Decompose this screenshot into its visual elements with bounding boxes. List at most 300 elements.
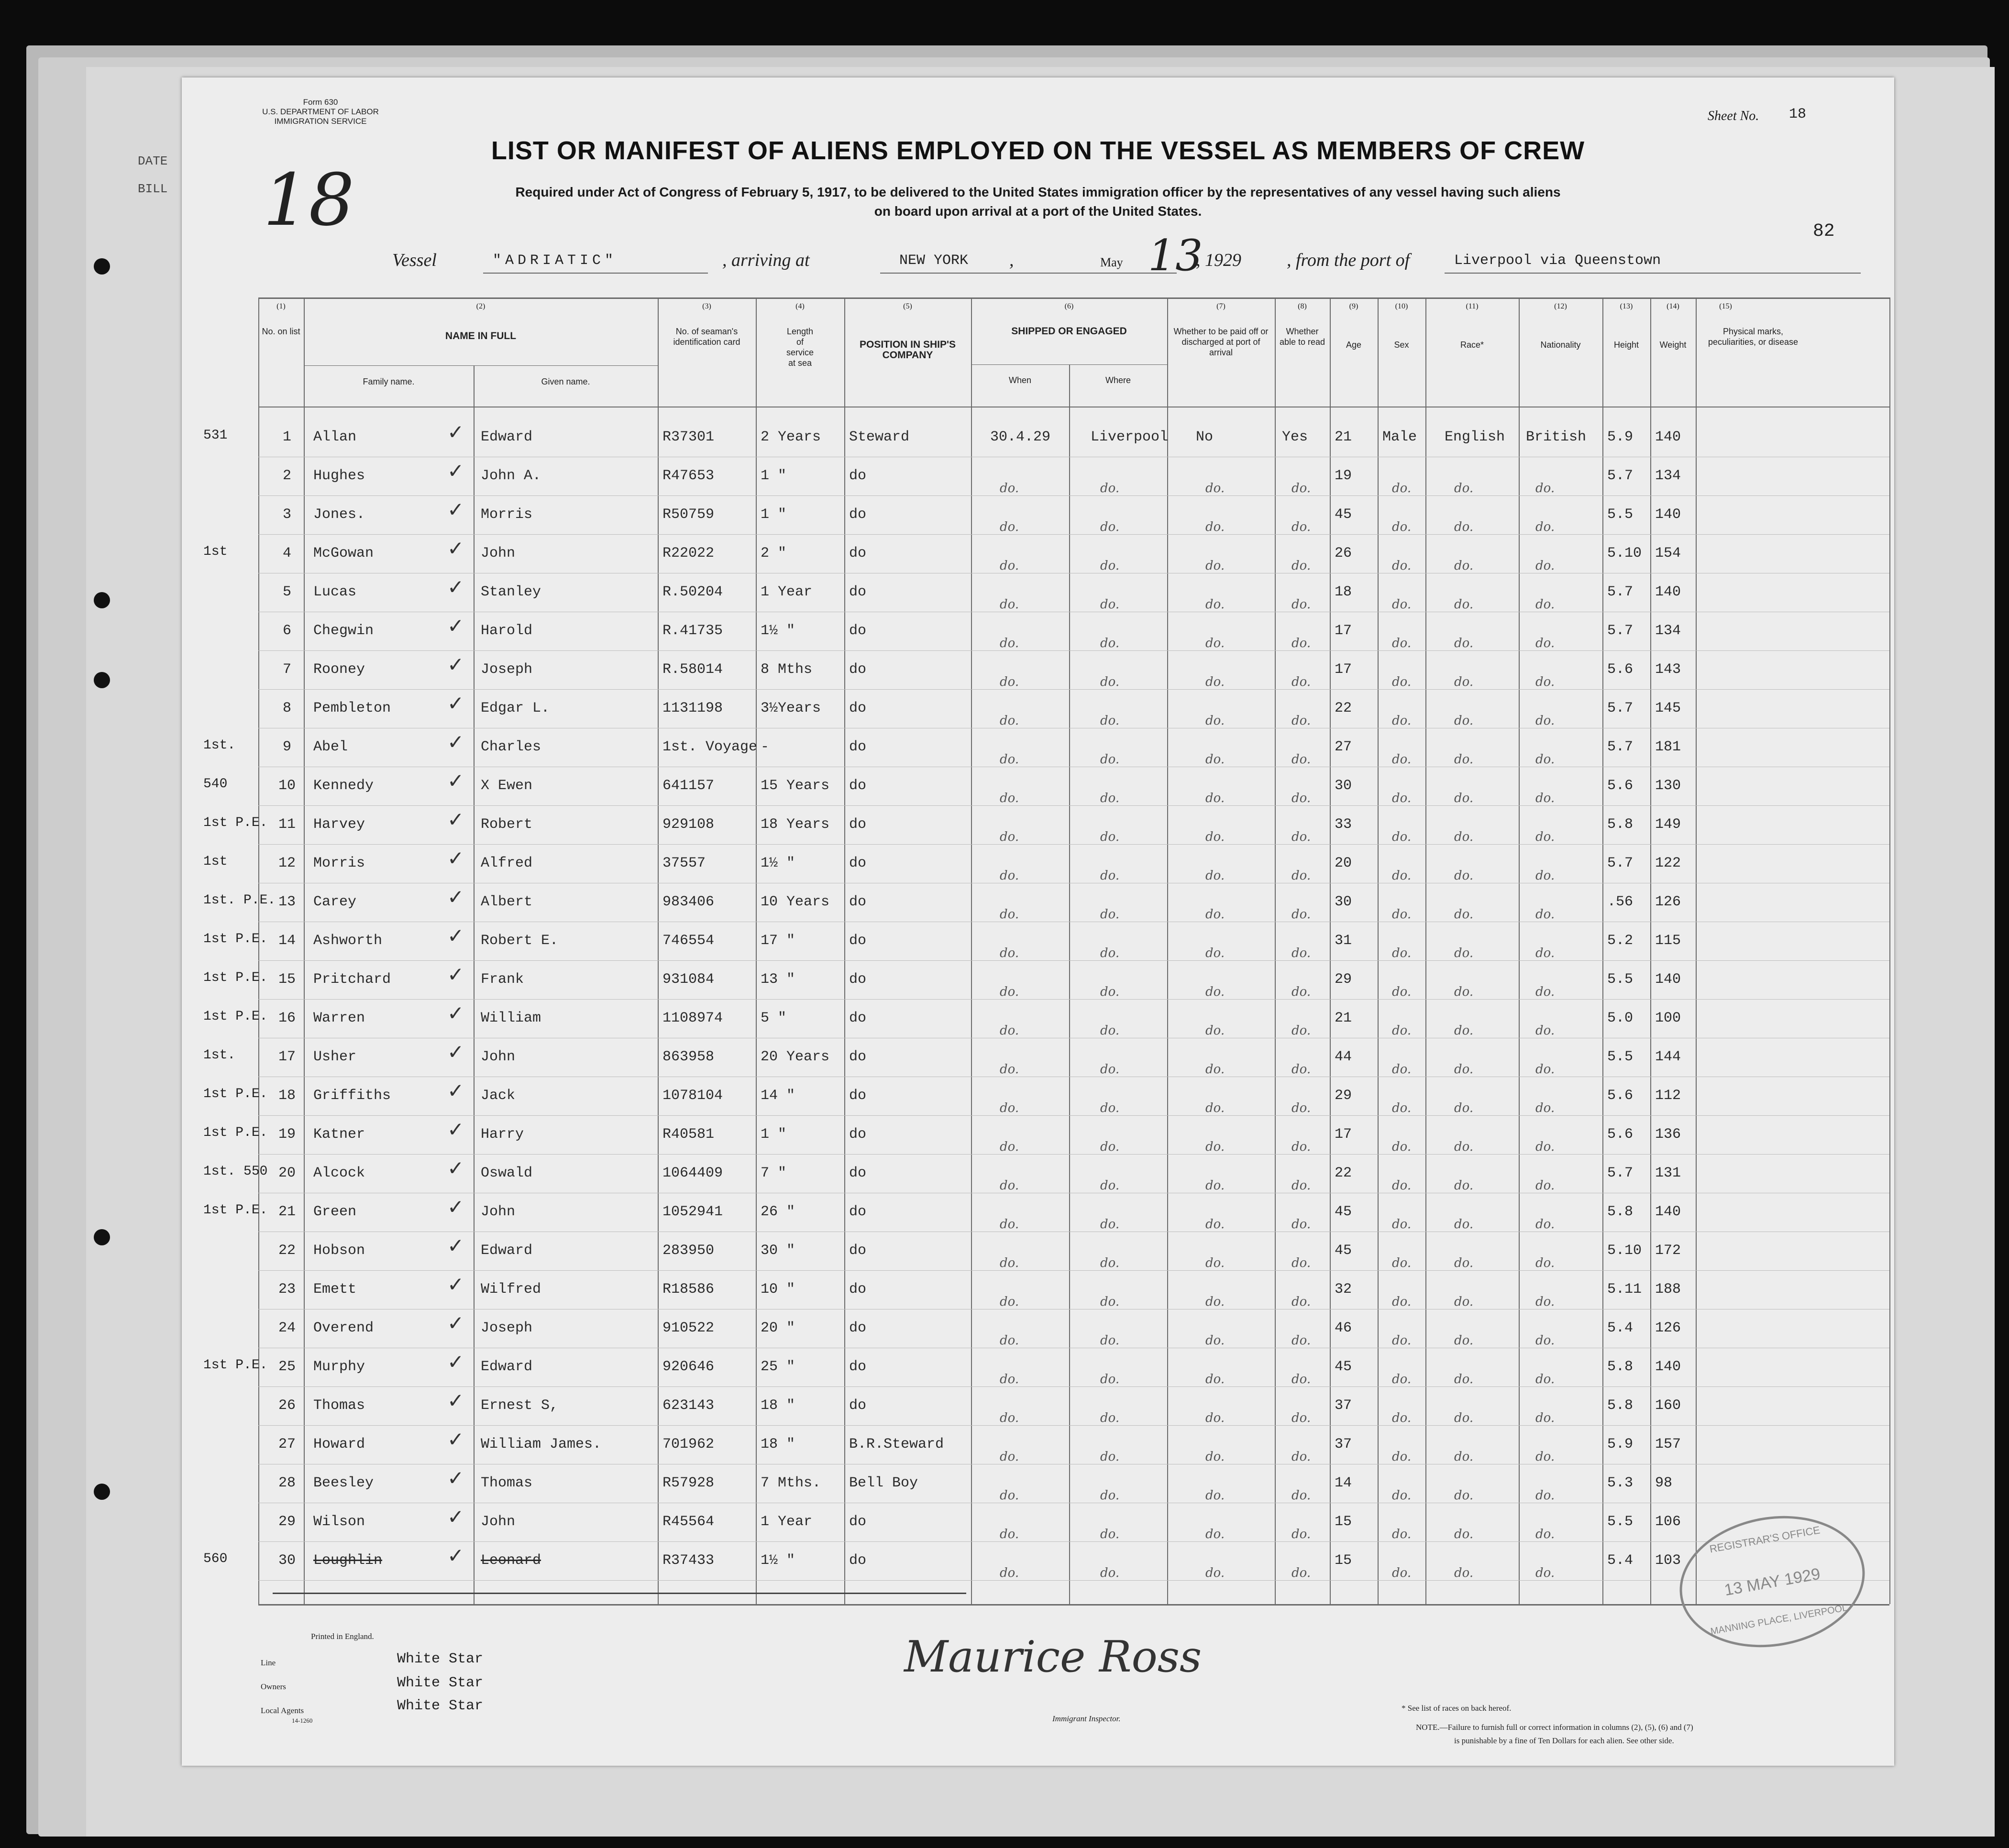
cell-age: 37 xyxy=(1335,1397,1352,1414)
cell-paid-off: do. xyxy=(1205,1062,1225,1077)
cell-able-to-read: do. xyxy=(1292,1411,1311,1425)
checkmark-icon: ✓ xyxy=(447,1350,464,1374)
cell-family-name: Lucas xyxy=(313,584,357,600)
checkmark-icon: ✓ xyxy=(447,1001,464,1025)
column-number: (2) xyxy=(476,302,486,310)
cell-given-name: Stanley xyxy=(481,584,541,600)
cell-id-card: 37557 xyxy=(662,855,706,871)
cell-sex: do. xyxy=(1392,1488,1412,1503)
cell-list-number: 29 xyxy=(278,1514,296,1530)
cell-given-name: Jack xyxy=(481,1088,516,1104)
cell-race: do. xyxy=(1454,1217,1474,1232)
cell-nationality: do. xyxy=(1535,636,1555,650)
line-value: White Star xyxy=(397,1651,484,1667)
cell-given-name: Harry xyxy=(481,1126,524,1143)
cell-nationality: do. xyxy=(1535,1450,1555,1464)
cell-list-number: 19 xyxy=(278,1126,296,1143)
form-department: U.S. DEPARTMENT OF LABOR xyxy=(262,107,379,116)
cell-sex: do. xyxy=(1392,597,1412,612)
column-number: (3) xyxy=(702,302,711,310)
cell-id-card: R.50204 xyxy=(662,584,723,600)
col-divider xyxy=(1275,297,1276,1604)
cell-sex: do. xyxy=(1392,1566,1412,1580)
cell-length-service: 15 Years xyxy=(761,778,830,794)
cell-paid-off: do. xyxy=(1205,1450,1225,1464)
cell-race: do. xyxy=(1454,597,1474,612)
checkmark-icon: ✓ xyxy=(447,498,464,521)
cell-age: 26 xyxy=(1335,545,1352,561)
cell-position: do xyxy=(849,661,867,678)
cell-position: do xyxy=(849,1165,867,1181)
cell-race: do. xyxy=(1454,791,1474,805)
header-name-in-full: NAME IN FULL xyxy=(445,330,517,341)
cell-age: 17 xyxy=(1335,661,1352,678)
cell-given-name: Joseph xyxy=(481,1320,533,1336)
header-given-name: Given name. xyxy=(541,377,590,386)
checkmark-icon: ✓ xyxy=(447,1156,464,1180)
cell-given-name: Leonard xyxy=(481,1552,541,1569)
cell-able-to-read: do. xyxy=(1292,752,1311,767)
cell-able-to-read: do. xyxy=(1292,1023,1311,1038)
cell-paid-off: do. xyxy=(1205,597,1225,612)
cell-position: do xyxy=(849,855,867,871)
cell-nationality: do. xyxy=(1535,1062,1555,1077)
cell-family-name: Thomas xyxy=(313,1397,365,1414)
cell-height: 5.10 xyxy=(1607,1243,1642,1259)
col-divider xyxy=(1167,297,1168,1604)
cell-id-card: 929108 xyxy=(662,816,715,833)
row-rule xyxy=(258,844,1889,845)
cell-family-name: Pembleton xyxy=(313,700,391,716)
cell-nationality: do. xyxy=(1535,869,1555,883)
cell-paid-off: do. xyxy=(1205,1566,1225,1580)
cell-id-card: 746554 xyxy=(662,933,715,949)
cell-given-name: John xyxy=(481,545,516,561)
cell-length-service: 3½Years xyxy=(761,700,821,716)
cell-id-card: 983406 xyxy=(662,894,715,910)
header-where: Where xyxy=(1105,375,1131,385)
cell-paid-off: do. xyxy=(1205,1217,1225,1232)
cell-family-name: Howard xyxy=(313,1436,365,1452)
vessel-underline xyxy=(483,273,708,274)
row-rule xyxy=(258,1425,1889,1426)
row-rule xyxy=(258,650,1889,651)
cell-weight: 172 xyxy=(1655,1243,1681,1259)
inspector-label: Immigrant Inspector. xyxy=(1052,1714,1121,1723)
cell-list-number: 1 xyxy=(282,429,291,445)
manifest-subtitle xyxy=(301,183,1775,221)
cell-race: do. xyxy=(1454,559,1474,573)
cell-id-card: R22022 xyxy=(662,545,715,561)
row-rule xyxy=(258,534,1889,535)
cell-family-name: Jones. xyxy=(313,506,365,523)
cell-shipped-when: do. xyxy=(1000,675,1019,689)
cell-position: do xyxy=(849,623,867,639)
cell-given-name: Edward xyxy=(481,429,533,445)
row-rule xyxy=(258,1270,1889,1271)
checkmark-icon: ✓ xyxy=(447,730,464,754)
cell-shipped-when: do. xyxy=(1000,830,1019,844)
form-id-block xyxy=(249,98,392,126)
col-divider xyxy=(1330,297,1331,1604)
cell-id-card: R.58014 xyxy=(662,661,723,678)
cell-able-to-read: do. xyxy=(1292,1333,1311,1348)
cell-nationality: do. xyxy=(1535,597,1555,612)
cell-family-name: Griffiths xyxy=(313,1088,391,1104)
cell-position: do xyxy=(849,778,867,794)
row-rule xyxy=(258,1154,1889,1155)
cell-able-to-read: do. xyxy=(1292,985,1311,999)
cell-race: do. xyxy=(1454,714,1474,728)
cell-family-name: Harvey xyxy=(313,816,365,833)
cell-weight: 134 xyxy=(1655,623,1681,639)
cell-race: do. xyxy=(1454,1450,1474,1464)
cell-sex: do. xyxy=(1392,714,1412,728)
cell-given-name: Edward xyxy=(481,1243,533,1259)
cell-shipped-where: do. xyxy=(1100,752,1120,767)
agents-label: Local Agents xyxy=(261,1706,304,1715)
cell-position: do xyxy=(849,1126,867,1143)
margin-annotation: 1st P.E. xyxy=(203,1087,268,1101)
checkmark-icon: ✓ xyxy=(447,692,464,715)
checkmark-icon: ✓ xyxy=(447,1311,464,1335)
cell-given-name: Albert xyxy=(481,894,533,910)
cell-height: 5.8 xyxy=(1607,1359,1634,1375)
cell-list-number: 27 xyxy=(278,1436,296,1452)
cell-sex: do. xyxy=(1392,1023,1412,1038)
cell-length-service: 8 Mths xyxy=(761,661,813,678)
cell-race: do. xyxy=(1454,636,1474,650)
cell-height: 5.7 xyxy=(1607,468,1634,484)
cell-list-number: 6 xyxy=(282,623,291,639)
cell-sex: do. xyxy=(1392,1295,1412,1309)
cell-age: 45 xyxy=(1335,506,1352,523)
cell-able-to-read: do. xyxy=(1292,714,1311,728)
cell-able-to-read: do. xyxy=(1292,1295,1311,1309)
checkmark-icon: ✓ xyxy=(447,653,464,676)
cell-race: do. xyxy=(1454,985,1474,999)
row-rule xyxy=(258,1386,1889,1387)
cell-shipped-when: do. xyxy=(1000,1140,1019,1154)
cell-length-service: 18 " xyxy=(761,1436,795,1452)
cell-shipped-where: do. xyxy=(1100,869,1120,883)
sheet-no-label: Sheet No. xyxy=(1708,109,1759,123)
subtitle-line-2: on board upon arrival at a port of the United States. xyxy=(874,204,1202,219)
cell-able-to-read: Yes xyxy=(1282,429,1308,445)
cell-sex: do. xyxy=(1392,985,1412,999)
col-divider xyxy=(304,297,305,1604)
cell-paid-off: do. xyxy=(1205,791,1225,805)
cell-age: 30 xyxy=(1335,778,1352,794)
cell-weight: 149 xyxy=(1655,816,1681,833)
arrival-port: NEW YORK xyxy=(899,253,969,269)
row-rule xyxy=(258,960,1889,961)
cell-list-number: 14 xyxy=(278,933,296,949)
cell-race: do. xyxy=(1454,1140,1474,1154)
cell-weight: 140 xyxy=(1655,1204,1681,1220)
cell-paid-off: do. xyxy=(1205,675,1225,689)
col-divider xyxy=(474,365,475,1604)
col-divider xyxy=(1378,297,1379,1604)
cell-able-to-read: do. xyxy=(1292,1488,1311,1503)
cell-family-name: Katner xyxy=(313,1126,365,1143)
cell-nationality: do. xyxy=(1535,1178,1555,1193)
cell-id-card: R57928 xyxy=(662,1475,715,1491)
cell-id-card: R40581 xyxy=(662,1126,715,1143)
cell-length-service: 14 " xyxy=(761,1088,795,1104)
cell-shipped-where: do. xyxy=(1100,1372,1120,1386)
cell-length-service: 30 " xyxy=(761,1243,795,1259)
cell-shipped-where: do. xyxy=(1100,985,1120,999)
cell-list-number: 8 xyxy=(282,700,291,716)
owners-value: White Star xyxy=(397,1675,484,1691)
cell-length-service: 1 Year xyxy=(761,1514,813,1530)
cell-age: 27 xyxy=(1335,739,1352,755)
cell-paid-off: No xyxy=(1196,429,1214,445)
cell-length-service: 18 " xyxy=(761,1397,795,1414)
cell-shipped-where: do. xyxy=(1100,1527,1120,1541)
cell-paid-off: do. xyxy=(1205,1488,1225,1503)
binder-hole xyxy=(94,672,110,688)
cell-id-card: 863958 xyxy=(662,1049,715,1065)
cell-age: 32 xyxy=(1335,1281,1352,1298)
cell-given-name: Edward xyxy=(481,1359,533,1375)
cell-family-name: Usher xyxy=(313,1049,357,1065)
col-divider xyxy=(1650,297,1651,1604)
cell-shipped-when: do. xyxy=(1000,752,1019,767)
cell-paid-off: do. xyxy=(1205,1295,1225,1309)
cell-height: 5.7 xyxy=(1607,855,1634,871)
cell-position: B.R.Steward xyxy=(849,1436,944,1452)
cell-sex: do. xyxy=(1392,752,1412,767)
cell-shipped-when: do. xyxy=(1000,1178,1019,1193)
cell-shipped-when: do. xyxy=(1000,1527,1019,1541)
name-subheader-line xyxy=(304,365,658,366)
cell-family-name: Murphy xyxy=(313,1359,365,1375)
cell-list-number: 5 xyxy=(282,584,291,600)
cell-age: 29 xyxy=(1335,1088,1352,1104)
subtitle-line-1: Required under Act of Congress of February 5, 1917, to be delivered to the United States immigration officer by the representatives of any vessel having such aliens xyxy=(515,185,1561,199)
cell-shipped-where: do. xyxy=(1100,1256,1120,1270)
cell-shipped-when: do. xyxy=(1000,714,1019,728)
col-divider xyxy=(1519,297,1520,1604)
cell-age: 46 xyxy=(1335,1320,1352,1336)
cell-position: do xyxy=(849,1359,867,1375)
from-port-label: , from the port of xyxy=(1287,250,1410,270)
cell-list-number: 13 xyxy=(278,894,296,910)
cell-shipped-when: do. xyxy=(1000,597,1019,612)
cell-family-name: Chegwin xyxy=(313,623,374,639)
cell-shipped-when: do. xyxy=(1000,636,1019,650)
cell-nationality: do. xyxy=(1535,520,1555,534)
checkmark-icon: ✓ xyxy=(447,420,464,444)
cell-paid-off: do. xyxy=(1205,1333,1225,1348)
cell-position: do xyxy=(849,1088,867,1104)
cell-paid-off: do. xyxy=(1205,985,1225,999)
cell-height: 5.7 xyxy=(1607,700,1634,716)
checkmark-icon: ✓ xyxy=(447,614,464,638)
cell-shipped-when: do. xyxy=(1000,791,1019,805)
cell-family-name: Abel xyxy=(313,739,348,755)
cell-shipped-where: do. xyxy=(1100,1488,1120,1503)
checkmark-icon: ✓ xyxy=(447,1505,464,1529)
cell-height: 5.8 xyxy=(1607,816,1634,833)
cell-shipped-when: do. xyxy=(1000,1101,1019,1115)
cell-position: do xyxy=(849,1049,867,1065)
cell-list-number: 17 xyxy=(278,1049,296,1065)
cell-position: do xyxy=(849,1397,867,1414)
cell-sex: do. xyxy=(1392,559,1412,573)
cell-able-to-read: do. xyxy=(1292,869,1311,883)
header-weight: Weight xyxy=(1659,340,1687,350)
cell-list-number: 25 xyxy=(278,1359,296,1375)
column-number: (5) xyxy=(903,302,912,310)
cell-shipped-where: do. xyxy=(1100,520,1120,534)
cell-weight: 126 xyxy=(1655,894,1681,910)
cell-shipped-where: do. xyxy=(1100,791,1120,805)
cell-position: do xyxy=(849,1514,867,1530)
col-divider xyxy=(1425,297,1426,1604)
cell-given-name: Robert xyxy=(481,816,533,833)
column-number: (10) xyxy=(1395,302,1408,310)
row-rule xyxy=(258,1580,1889,1581)
cell-position: do xyxy=(849,1552,867,1569)
cell-nationality: do. xyxy=(1535,559,1555,573)
cell-race: do. xyxy=(1454,675,1474,689)
cell-height: 5.10 xyxy=(1607,545,1642,561)
cell-list-number: 4 xyxy=(282,545,291,561)
cell-id-card: 1064409 xyxy=(662,1165,723,1181)
cell-given-name: William xyxy=(481,1010,541,1026)
cell-length-service: 26 " xyxy=(761,1204,795,1220)
cell-able-to-read: do. xyxy=(1292,1140,1311,1154)
cell-weight: 115 xyxy=(1655,933,1681,949)
cell-shipped-where: do. xyxy=(1100,1450,1120,1464)
arrival-underline xyxy=(880,273,1177,274)
cell-position: do xyxy=(849,933,867,949)
cell-length-service: 1½ " xyxy=(761,623,795,639)
cell-given-name: X Ewen xyxy=(481,778,533,794)
cell-sex: do. xyxy=(1392,481,1412,495)
cell-sex: do. xyxy=(1392,1333,1412,1348)
column-number: (9) xyxy=(1349,302,1358,310)
cell-shipped-where: do. xyxy=(1100,1295,1120,1309)
cell-height: 5.11 xyxy=(1607,1281,1642,1298)
cell-family-name: Hughes xyxy=(313,468,365,484)
cell-paid-off: do. xyxy=(1205,869,1225,883)
col-divider xyxy=(1696,297,1697,1604)
margin-annotation: 560 xyxy=(203,1551,228,1566)
col-divider xyxy=(258,297,259,1604)
cell-sex: do. xyxy=(1392,1062,1412,1077)
cell-given-name: Harold xyxy=(481,623,533,639)
cell-nationality: do. xyxy=(1535,1333,1555,1348)
page-number: 82 xyxy=(1813,221,1835,242)
checkmark-icon: ✓ xyxy=(447,575,464,599)
cell-weight: 122 xyxy=(1655,855,1681,871)
cell-able-to-read: do. xyxy=(1292,946,1311,960)
col-divider xyxy=(1889,297,1890,1604)
cell-length-service: 2 Years xyxy=(761,429,821,445)
cell-shipped-where: do. xyxy=(1100,1178,1120,1193)
cell-id-card: 623143 xyxy=(662,1397,715,1414)
cell-paid-off: do. xyxy=(1205,520,1225,534)
cell-weight: 100 xyxy=(1655,1010,1681,1026)
cell-nationality: do. xyxy=(1535,752,1555,767)
cell-race: do. xyxy=(1454,1372,1474,1386)
margin-annotation: 1st P.E. xyxy=(203,970,268,985)
shipped-subheader-line xyxy=(971,364,1167,365)
cell-shipped-when: do. xyxy=(1000,520,1019,534)
margin-bill-label: BILL xyxy=(138,182,168,196)
cell-nationality: do. xyxy=(1535,1488,1555,1503)
col-divider xyxy=(1069,364,1070,1604)
cell-race: do. xyxy=(1454,907,1474,922)
cell-age: 22 xyxy=(1335,700,1352,716)
cell-height: 5.7 xyxy=(1607,739,1634,755)
cell-list-number: 20 xyxy=(278,1165,296,1181)
cell-id-card: R.41735 xyxy=(662,623,723,639)
header-id-card: No. of seaman's identification card xyxy=(673,327,740,347)
cell-id-card: R18586 xyxy=(662,1281,715,1298)
col-divider xyxy=(1602,297,1603,1604)
cell-shipped-where: do. xyxy=(1100,481,1120,495)
cell-sex: do. xyxy=(1392,1450,1412,1464)
checkmark-icon: ✓ xyxy=(447,1466,464,1490)
cell-given-name: Wilfred xyxy=(481,1281,541,1298)
cell-list-number: 2 xyxy=(282,468,291,484)
cell-shipped-when: do. xyxy=(1000,946,1019,960)
cell-sex: do. xyxy=(1392,1178,1412,1193)
cell-family-name: Morris xyxy=(313,855,365,871)
cell-able-to-read: do. xyxy=(1292,1178,1311,1193)
cell-length-service: - xyxy=(761,739,770,755)
cell-shipped-where: do. xyxy=(1100,597,1120,612)
cell-sex: do. xyxy=(1392,675,1412,689)
cell-family-name: Kennedy xyxy=(313,778,374,794)
cell-weight: 140 xyxy=(1655,1359,1681,1375)
cell-nationality: do. xyxy=(1535,1256,1555,1270)
cell-nationality: do. xyxy=(1535,1527,1555,1541)
header-able-to-read: Whether able to read xyxy=(1279,327,1325,347)
cell-nationality: do. xyxy=(1535,1101,1555,1115)
cell-shipped-where: do. xyxy=(1100,1062,1120,1077)
cell-able-to-read: do. xyxy=(1292,1450,1311,1464)
cell-age: 19 xyxy=(1335,468,1352,484)
cell-age: 20 xyxy=(1335,855,1352,871)
cell-weight: 157 xyxy=(1655,1436,1681,1452)
cell-family-name: McGowan xyxy=(313,545,374,561)
checkmark-icon: ✓ xyxy=(447,847,464,870)
cell-length-service: 1 " xyxy=(761,1126,787,1143)
margin-annotation: 1st P.E. xyxy=(203,1009,268,1024)
cell-position: Steward xyxy=(849,429,910,445)
cell-list-number: 22 xyxy=(278,1243,296,1259)
header-paid-off: Whether to be paid off or discharged at port of arrival xyxy=(1173,327,1269,357)
column-number: (12) xyxy=(1554,302,1567,310)
margin-annotation: 1st. P.E. xyxy=(203,893,276,908)
cell-list-number: 18 xyxy=(278,1088,296,1104)
cell-able-to-read: do. xyxy=(1292,907,1311,922)
cell-shipped-where: do. xyxy=(1100,1140,1120,1154)
cell-position: do xyxy=(849,894,867,910)
cell-id-card: R37301 xyxy=(662,429,715,445)
cell-nationality: do. xyxy=(1535,985,1555,999)
cell-shipped-where: do. xyxy=(1100,1023,1120,1038)
cell-race: do. xyxy=(1454,1411,1474,1425)
cell-length-service: 7 Mths. xyxy=(761,1475,821,1491)
margin-annotation: 1st P.E. xyxy=(203,1125,268,1140)
